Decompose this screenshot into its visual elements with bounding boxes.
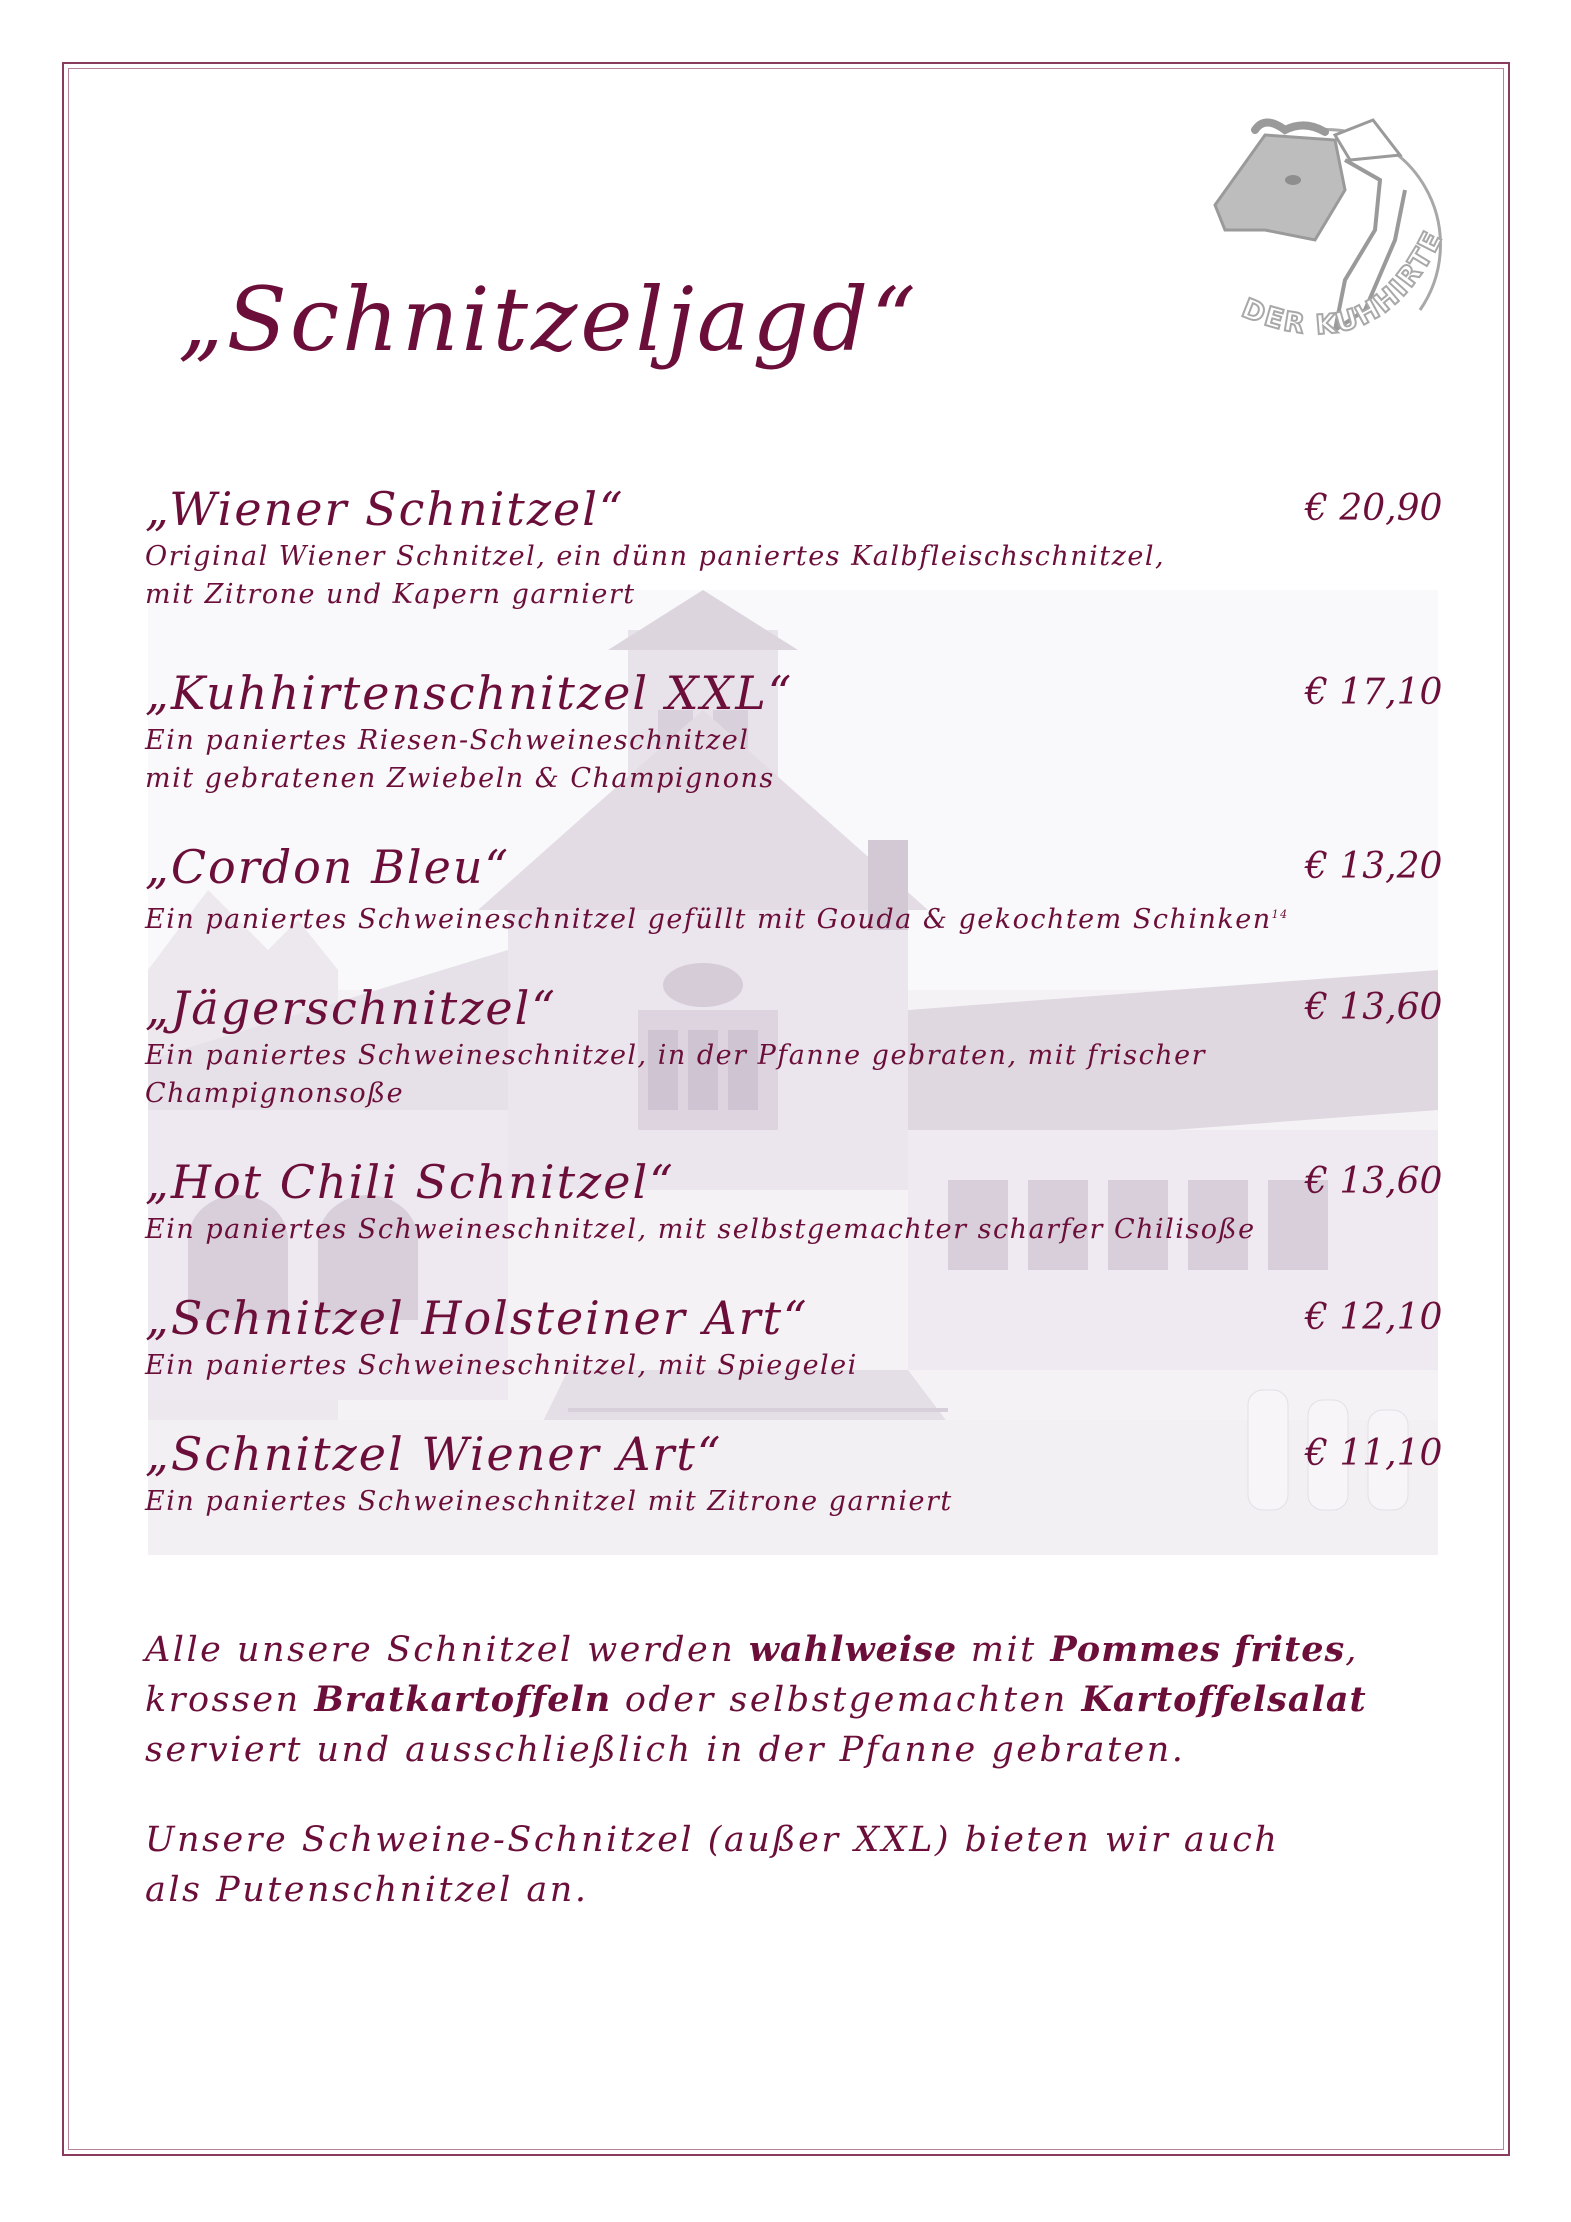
item-price: € 17,10	[1305, 672, 1443, 713]
note-text: mit	[957, 1630, 1051, 1670]
menu-item-schnitzel-wiener-art	[145, 1425, 1465, 1521]
item-description: Ein paniertes Schweineschnitzel, mit selbstgemachter scharfer Chilisoße	[145, 1214, 1256, 1245]
note-emphasis: Kartoffelsalat	[1081, 1679, 1367, 1720]
item-description-text: Ein paniertes Schweineschnitzel gefüllt mit Gouda & gekochtem Schinken	[145, 904, 1272, 935]
note-text: Alle unsere Schnitzel werden	[145, 1630, 749, 1670]
item-description: Ein paniertes Riesen-Schweineschnitzel mit gebratenen Zwiebeln & Champignons	[145, 725, 775, 794]
allergen-footnote: 14	[1271, 908, 1289, 921]
item-description	[145, 896, 1465, 939]
item-price: € 13,60	[1305, 1161, 1443, 1202]
menu-item-hot-chili-schnitzel	[145, 1153, 1465, 1249]
turkey-schnitzel-note: Unsere Schweine-Schnitzel (außer XXL) bieten wir auch als Putenschnitzel an.	[145, 1820, 1280, 1910]
cow-and-herdsman-logo-icon	[1195, 110, 1485, 360]
item-price: € 12,10	[1305, 1297, 1443, 1338]
item-price: € 11,10	[1305, 1433, 1443, 1474]
item-name: „Kuhhirtenschnitzel XXL“	[145, 666, 794, 720]
menu-item-kuhhirtenschnitzel-xxl	[145, 664, 1465, 798]
item-description: Ein paniertes Schweineschnitzel, in der Pfanne gebraten, mit frischer Champignonsoße	[145, 1040, 1207, 1109]
side-dishes-note	[145, 1625, 1395, 1775]
restaurant-logo	[1195, 110, 1485, 360]
note-emphasis: Bratkartoffeln	[314, 1679, 612, 1720]
menu-item-schnitzel-holsteiner-art	[145, 1289, 1465, 1385]
item-name: „Schnitzel Holsteiner Art“	[145, 1291, 809, 1345]
item-name: „Hot Chili Schnitzel“	[145, 1155, 675, 1209]
menu-item-jaegerschnitzel	[145, 979, 1465, 1113]
item-description: Ein paniertes Schweineschnitzel mit Zitrone garniert	[145, 1486, 953, 1517]
item-name: „Jägerschnitzel“	[145, 981, 557, 1035]
page-title: „Schnitzeljagd“	[178, 268, 920, 371]
item-price: € 20,90	[1305, 488, 1443, 529]
item-description: Ein paniertes Schweineschnitzel, mit Spiegelei	[145, 1350, 858, 1381]
menu-item-cordon-bleu	[145, 838, 1465, 939]
item-name: „Schnitzel Wiener Art“	[145, 1427, 723, 1481]
note-emphasis: wahlweise	[748, 1629, 958, 1670]
menu-item-wiener-schnitzel	[145, 480, 1465, 614]
note-emphasis: Pommes frites	[1050, 1629, 1346, 1670]
item-price: € 13,60	[1305, 987, 1443, 1028]
note-text: , krossen	[145, 1630, 1359, 1720]
logo-text: DER KUHHIRTE	[1237, 225, 1450, 342]
item-name: „Cordon Bleu“	[145, 840, 510, 894]
note-text: serviert und ausschließlich in der Pfanne gebraten.	[145, 1730, 1186, 1770]
item-description: Original Wiener Schnitzel, ein dünn paniertes Kalbfleischschnitzel, mit Zitrone und Kapern garniert	[145, 541, 1166, 610]
item-name: „Wiener Schnitzel“	[145, 482, 625, 536]
item-price: € 13,20	[1305, 846, 1443, 887]
menu-list	[145, 480, 1465, 1521]
note-text: oder selbstgemachten	[611, 1680, 1082, 1720]
